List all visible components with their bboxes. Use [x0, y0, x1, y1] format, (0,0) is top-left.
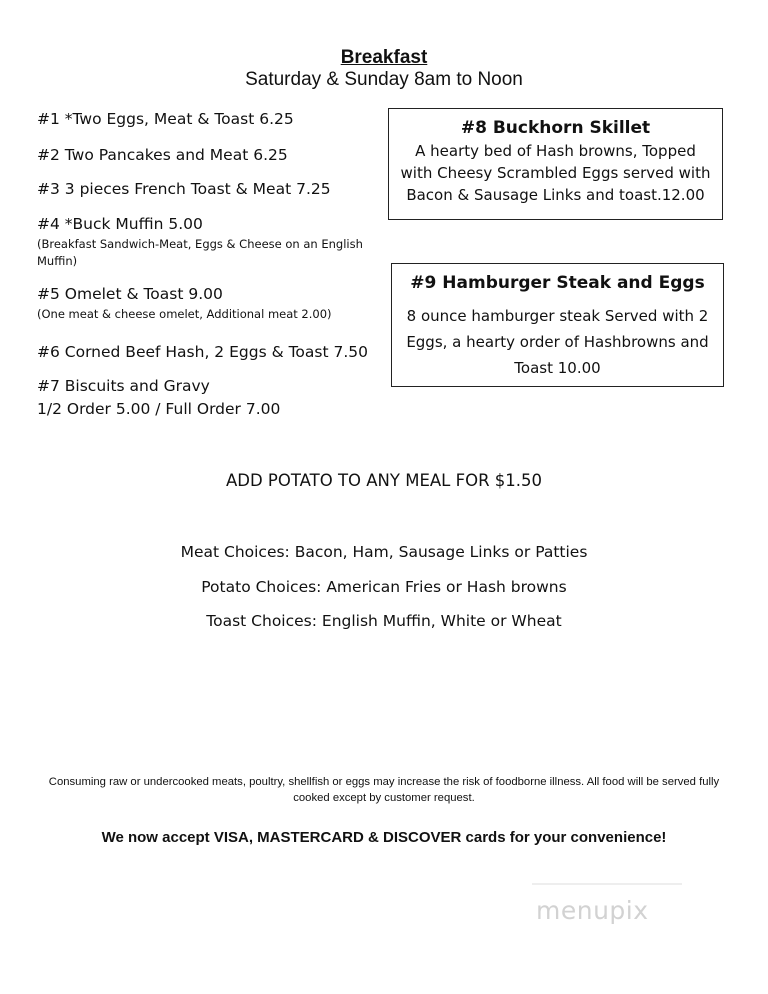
hours-subtitle: Saturday & Sunday 8am to Noon	[245, 69, 523, 90]
food-safety-disclaimer: Consuming raw or undercooked meats, poultry, shellfish or eggs may increase the risk of foodborne illness. All food will be served fully cooked except by customer request.	[48, 776, 720, 804]
menu-item-2: #2 Two Pancakes and Meat 6.25	[37, 146, 288, 164]
toast-choices: Toast Choices: English Muffin, White or Wheat	[206, 612, 562, 630]
special-description: A hearty bed of Hash browns, Topped with Cheesy Scrambled Eggs served with Bacon & Sausage Links and toast.12.00	[400, 142, 711, 204]
menu-item-4-note: (Breakfast Sandwich-Meat, Eggs & Cheese on an English Muffin)	[37, 237, 363, 268]
payment-notice: We now accept VISA, MASTERCARD & DISCOVER cards for your convenience!	[101, 829, 667, 846]
page-title: Breakfast	[340, 47, 428, 68]
special-title: #8 Buckhorn Skillet	[460, 118, 651, 138]
potato-choices: Potato Choices: American Fries or Hash browns	[201, 578, 567, 596]
special-description: 8 ounce hamburger steak Served with 2 Eggs, a hearty order of Hashbrowns and Toast 10.00	[406, 307, 709, 377]
menu-item-7-sizes: 1/2 Order 5.00 / Full Order 7.00	[37, 400, 281, 418]
special-box-9	[391, 263, 724, 387]
meat-choices: Meat Choices: Bacon, Ham, Sausage Links or Patties	[180, 543, 588, 561]
menu-item-1: #1 *Two Eggs, Meat & Toast 6.25	[37, 110, 294, 128]
watermark-logo: menupix	[536, 896, 649, 925]
menu-item-5: #5 Omelet & Toast 9.00	[37, 285, 223, 303]
watermark-divider	[532, 883, 682, 885]
menu-item-3: #3 3 pieces French Toast & Meat 7.25	[37, 180, 331, 198]
special-title: #9 Hamburger Steak and Eggs	[410, 273, 705, 293]
special-box-8	[388, 108, 723, 220]
menu-item-5-note: (One meat & cheese omelet, Additional meat 2.00)	[37, 307, 332, 321]
add-potato-note: ADD POTATO TO ANY MEAL FOR $1.50	[225, 471, 543, 490]
menu-item-6: #6 Corned Beef Hash, 2 Eggs & Toast 7.50	[37, 343, 368, 361]
menu-item-7: #7 Biscuits and Gravy	[37, 377, 210, 395]
menu-item-4: #4 *Buck Muffin 5.00	[37, 215, 203, 233]
